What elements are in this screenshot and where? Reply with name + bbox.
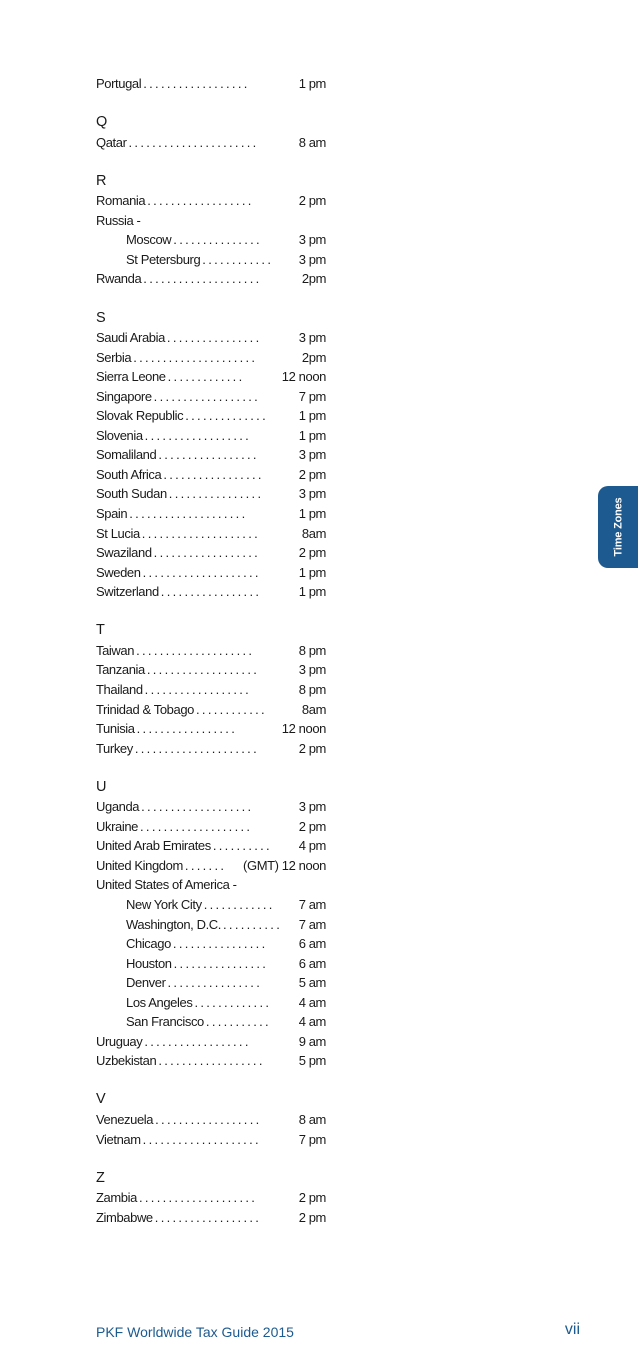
entry-name: South Africa — [96, 466, 162, 482]
dot-leader: .................. — [153, 388, 261, 404]
dot-leader: ................ — [172, 936, 268, 952]
entry-name: South Sudan — [96, 486, 167, 502]
country-entry — [96, 211, 326, 231]
dot-leader: ................ — [173, 955, 269, 971]
dot-leader: ....... — [184, 857, 227, 873]
dot-leader: ................... — [141, 799, 254, 815]
entry-time: 12 noon — [281, 721, 326, 737]
dot-leader: .................... — [142, 1131, 261, 1147]
entry-name: Uruguay — [96, 1033, 143, 1049]
dot-leader: .................... — [141, 525, 261, 541]
entry-name: Taiwan — [96, 642, 135, 658]
country-entry — [96, 328, 326, 348]
dot-leader: ................ — [167, 975, 263, 991]
section-letter: V — [96, 1091, 106, 1108]
city-entry — [96, 973, 326, 993]
entry-name: Moscow — [126, 232, 172, 248]
country-entry — [96, 641, 326, 661]
dot-leader: .................. — [144, 1033, 251, 1049]
dot-leader: .......... — [212, 838, 272, 854]
entry-time: 6 am — [298, 955, 326, 971]
dot-leader: .................... — [142, 564, 261, 580]
entry-name: Rwanda — [96, 271, 142, 287]
dot-leader: ...................... — [128, 134, 259, 150]
country-entry — [96, 465, 326, 485]
country-entry — [96, 406, 326, 426]
entry-time: 3 pm — [298, 330, 326, 346]
entry-time: 4 am — [298, 994, 326, 1010]
dot-leader: ................ — [166, 330, 262, 346]
entry-time: 7 pm — [298, 1131, 326, 1147]
entry-name: Ukraine — [96, 818, 138, 834]
country-entry — [96, 191, 326, 211]
country-entry — [96, 524, 326, 544]
entry-name: San Francisco — [126, 1014, 204, 1030]
entry-time: 4 am — [298, 1014, 326, 1030]
dot-leader: .................. — [158, 1053, 265, 1069]
entry-time: 12 noon — [281, 369, 326, 385]
section-letter: R — [96, 172, 107, 189]
section-letter: S — [96, 309, 106, 326]
dot-leader: ............. — [194, 994, 272, 1010]
entry-name: Venezuela — [96, 1111, 154, 1127]
dot-leader: .................. — [155, 1111, 262, 1127]
footer-title: PKF Worldwide Tax Guide 2015 — [96, 1324, 294, 1340]
dot-leader: ..................... — [133, 349, 258, 365]
entry-time: 9 am — [298, 1033, 326, 1049]
entry-time: 7 pm — [298, 388, 326, 404]
entry-name: Uzbekistan — [96, 1053, 157, 1069]
country-entry — [96, 719, 326, 739]
entry-time: 2pm — [301, 349, 326, 365]
entry-name: Sweden — [96, 564, 141, 580]
city-entry — [96, 230, 326, 250]
dot-leader: ................. — [158, 447, 259, 463]
country-entry — [96, 582, 326, 602]
entry-name: Russia - — [96, 212, 141, 228]
country-entry — [96, 504, 326, 524]
entry-name: Denver — [126, 975, 166, 991]
entry-time: 3 pm — [298, 486, 326, 502]
entry-name: Qatar — [96, 134, 127, 150]
entry-name: Washington, D.C. — [126, 916, 221, 932]
country-entry — [96, 563, 326, 583]
dot-leader: .................... — [136, 642, 255, 658]
dot-leader: .................... — [143, 271, 262, 287]
dot-leader: .................... — [138, 1190, 258, 1206]
entry-time: 1 pm — [298, 506, 326, 522]
city-entry — [96, 915, 326, 935]
entry-name: Portugal — [96, 76, 142, 91]
country-entry — [96, 543, 326, 563]
entry-time: 1 pm — [298, 76, 326, 91]
entry-time: 2 pm — [298, 193, 326, 209]
dot-leader: .................... — [129, 506, 248, 522]
country-entry — [96, 1188, 326, 1208]
entry-time: 2 pm — [298, 818, 326, 834]
entry-name: Houston — [126, 955, 172, 971]
entry-time: 2 pm — [298, 466, 326, 482]
side-tab-label: Time Zones — [612, 497, 624, 557]
dot-leader: ............ — [203, 896, 275, 912]
country-entry — [96, 367, 326, 387]
entry-name: Sierra Leone — [96, 369, 166, 385]
entry-name: Romania — [96, 193, 146, 209]
entry-time: 7 am — [298, 916, 326, 932]
country-entry — [96, 875, 326, 895]
entry-time: 8am — [301, 701, 326, 717]
dot-leader: .................. — [144, 681, 252, 697]
time-zones-side-tab — [598, 486, 638, 568]
entry-name: Uganda — [96, 799, 140, 815]
entry-name: Chicago — [126, 936, 171, 952]
entry-time: 8 am — [298, 1111, 326, 1127]
dot-leader: .................. — [154, 1209, 262, 1225]
entry-name: Turkey — [96, 740, 133, 756]
country-entry — [96, 1051, 326, 1071]
entry-time: 2 pm — [298, 740, 326, 756]
entry-time: 5 am — [298, 975, 326, 991]
entry-name: St Lucia — [96, 525, 140, 541]
country-entry — [96, 739, 326, 759]
country-entry — [96, 426, 326, 446]
entry-name: United States of America - — [96, 877, 237, 893]
entry-name: Vietnam — [96, 1131, 141, 1147]
city-entry — [96, 954, 326, 974]
section-letter: T — [96, 622, 105, 639]
city-entry — [96, 250, 326, 270]
dot-leader: ........... — [205, 1014, 271, 1030]
entry-name: Trinidad & Tobago — [96, 701, 194, 717]
city-entry — [96, 1012, 326, 1032]
entry-time: 7 am — [298, 896, 326, 912]
entry-time: 4 pm — [298, 838, 326, 854]
dot-leader: .................. — [143, 76, 250, 91]
entry-time: 1 pm — [298, 584, 326, 600]
entry-time: 1 pm — [298, 408, 326, 424]
entry-name: Thailand — [96, 681, 143, 697]
country-entry — [96, 817, 326, 837]
dot-leader: .................. — [144, 427, 252, 443]
city-entry — [96, 993, 326, 1013]
city-entry — [96, 934, 326, 954]
entry-time: 3 pm — [298, 662, 326, 678]
entry-name: Switzerland — [96, 584, 159, 600]
dot-leader: ................... — [140, 818, 253, 834]
entry-time: 5 pm — [298, 1053, 326, 1069]
country-entry — [96, 700, 326, 720]
section-letter: Q — [96, 114, 108, 131]
dot-leader: ................. — [136, 721, 238, 737]
country-entry — [96, 1130, 326, 1150]
dot-leader: .............. — [185, 408, 268, 424]
country-entry — [96, 348, 326, 368]
country-entry — [96, 1110, 326, 1130]
entry-time: 2 pm — [298, 1190, 326, 1206]
country-entry — [96, 387, 326, 407]
entry-name: United Arab Emirates — [96, 838, 211, 854]
country-entry — [96, 856, 326, 876]
dot-leader: ............ — [202, 251, 274, 267]
entry-name: Tanzania — [96, 662, 145, 678]
entry-time: 6 am — [298, 936, 326, 952]
dot-leader: ............... — [173, 232, 262, 248]
country-entry — [96, 1208, 326, 1228]
dot-leader: ..................... — [134, 740, 260, 756]
city-entry — [96, 895, 326, 915]
entry-time: 1 pm — [298, 427, 326, 443]
dot-leader: ................ — [168, 486, 264, 502]
dot-leader: ............. — [167, 369, 245, 385]
entry-name: United Kingdom — [96, 857, 183, 873]
entry-name: New York City — [126, 896, 202, 912]
dot-leader: .................. — [153, 545, 261, 561]
entry-name: Zimbabwe — [96, 1209, 153, 1225]
entry-name: Spain — [96, 506, 128, 522]
dot-leader: .................. — [147, 193, 254, 209]
country-entry — [96, 445, 326, 465]
entry-name: Slovenia — [96, 427, 143, 443]
dot-leader: .......... — [223, 916, 283, 932]
entry-name: St Petersburg — [126, 251, 201, 267]
dot-leader: ............ — [196, 701, 267, 717]
country-entry — [96, 484, 326, 504]
entry-name: Slovak Republic — [96, 408, 184, 424]
entry-name: Zambia — [96, 1190, 137, 1206]
entry-time: 2 pm — [298, 1209, 326, 1225]
entry-time: 2 pm — [298, 545, 326, 561]
entry-time: 8 pm — [298, 681, 326, 697]
entry-time: 8 pm — [298, 642, 326, 658]
section-letter: Z — [96, 1169, 105, 1186]
country-entry — [96, 133, 326, 153]
entry-time: 3 pm — [298, 251, 326, 267]
entry-name: Los Angeles — [126, 994, 193, 1010]
entry-name: Somaliland — [96, 447, 157, 463]
time-zone-list — [96, 74, 326, 1227]
country-entry — [96, 1032, 326, 1052]
entry-time: 3 pm — [298, 232, 326, 248]
entry-time: 3 pm — [298, 447, 326, 463]
section-letter: U — [96, 778, 107, 795]
dot-leader: ................. — [163, 466, 264, 482]
country-entry — [96, 269, 326, 289]
dot-leader: ................. — [160, 584, 262, 600]
entry-name: Serbia — [96, 349, 132, 365]
country-entry — [96, 797, 326, 817]
country-entry — [96, 74, 326, 94]
entry-time: 3 pm — [298, 799, 326, 815]
country-entry — [96, 680, 326, 700]
entry-name: Swaziland — [96, 545, 152, 561]
entry-name: Tunisia — [96, 721, 135, 737]
entry-time: 8am — [301, 525, 326, 541]
dot-leader: ................... — [146, 662, 260, 678]
entry-time: 1 pm — [298, 564, 326, 580]
entry-name: Singapore — [96, 388, 152, 404]
entry-time: 2pm — [301, 271, 326, 287]
entry-time: 8 am — [298, 134, 326, 150]
entry-time: (GMT) 12 noon — [243, 857, 326, 873]
country-entry — [96, 660, 326, 680]
country-entry — [96, 836, 326, 856]
page-number: vii — [564, 1321, 580, 1338]
entry-name: Saudi Arabia — [96, 330, 165, 346]
